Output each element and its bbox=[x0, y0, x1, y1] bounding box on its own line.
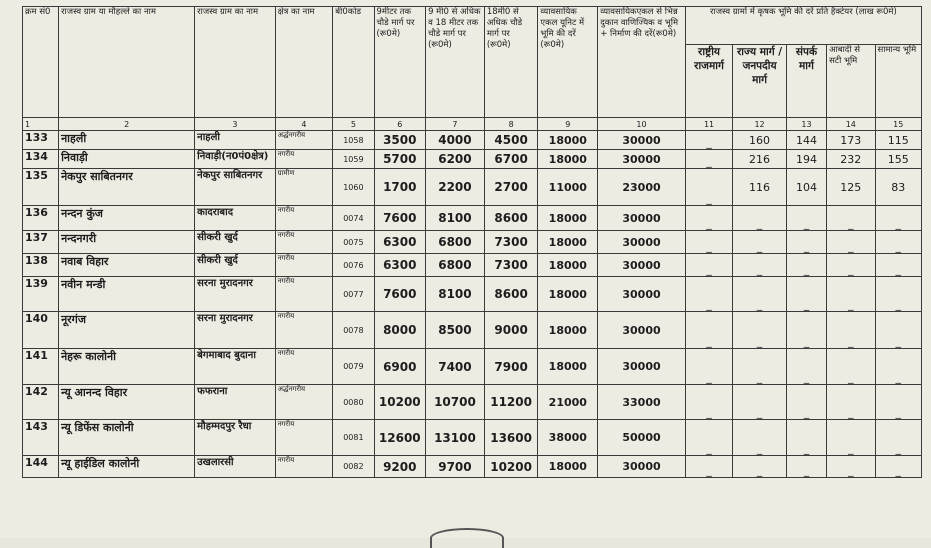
agri-cell-13: 104 bbox=[786, 169, 826, 206]
rate-cell-9: 18000 bbox=[538, 277, 598, 312]
rate-cell-7: 6200 bbox=[426, 150, 485, 169]
rate-cell-8: 9000 bbox=[484, 312, 538, 349]
area-cell: नगरीय bbox=[275, 150, 333, 169]
rate-cell-10: 30000 bbox=[598, 456, 686, 478]
rate-cell-7: 8100 bbox=[426, 277, 485, 312]
decorative-mark bbox=[430, 528, 504, 548]
agri-cell-14: 125 bbox=[827, 169, 875, 206]
agri-cell-15: _ bbox=[875, 385, 921, 420]
col-number: 4 bbox=[275, 118, 333, 131]
serial-cell: 143 bbox=[23, 420, 59, 456]
agri-cell-12: _ bbox=[733, 277, 787, 312]
col-number: 10 bbox=[598, 118, 686, 131]
area-cell: अर्द्धनगरीय bbox=[275, 385, 333, 420]
rates-table bbox=[22, 6, 922, 478]
agri-cell-13: _ bbox=[786, 349, 826, 385]
rate-cell-9: 38000 bbox=[538, 420, 598, 456]
header-col13: संपर्क मार्ग bbox=[786, 45, 826, 118]
header-col11: राष्ट्रीय राजमार्ग bbox=[685, 45, 732, 118]
rate-cell-6: 6300 bbox=[374, 254, 426, 277]
rate-cell-7: 8100 bbox=[426, 206, 485, 231]
table-row bbox=[23, 349, 922, 385]
area-cell: नगरीय bbox=[275, 349, 333, 385]
revenue-village-cell: सरना मुरादनगर bbox=[195, 277, 275, 312]
rate-cell-9: 18000 bbox=[538, 456, 598, 478]
agri-cell-15: _ bbox=[875, 312, 921, 349]
agri-cell-11: _ bbox=[685, 420, 732, 456]
rate-cell-7: 8500 bbox=[426, 312, 485, 349]
rate-cell-10: 30000 bbox=[598, 206, 686, 231]
table-row bbox=[23, 385, 922, 420]
agri-cell-15: _ bbox=[875, 349, 921, 385]
agri-cell-12: 160 bbox=[733, 131, 787, 150]
agri-cell-11: _ bbox=[685, 277, 732, 312]
agri-cell-13: 144 bbox=[786, 131, 826, 150]
locality-cell: नाहली bbox=[59, 131, 195, 150]
rate-cell-7: 10700 bbox=[426, 385, 485, 420]
rate-cell-10: 50000 bbox=[598, 420, 686, 456]
revenue-village-cell: कादराबाद bbox=[195, 206, 275, 231]
rate-cell-9: 18000 bbox=[538, 150, 598, 169]
header-col14: आबादी से सटी भूमि bbox=[827, 45, 875, 118]
rate-cell-10: 23000 bbox=[598, 169, 686, 206]
table-row bbox=[23, 169, 922, 206]
serial-cell: 136 bbox=[23, 206, 59, 231]
agri-cell-14: 232 bbox=[827, 150, 875, 169]
revenue-village-cell: नाहली bbox=[195, 131, 275, 150]
header-serial: क्रम सं0 bbox=[23, 7, 59, 118]
revenue-village-cell: मौहम्मदपुर रैधा bbox=[195, 420, 275, 456]
agri-cell-14: _ bbox=[827, 254, 875, 277]
area-cell: नगरीय bbox=[275, 254, 333, 277]
serial-cell: 139 bbox=[23, 277, 59, 312]
col-number: 13 bbox=[786, 118, 826, 131]
revenue-village-cell: नेकपुर साबितनगर bbox=[195, 169, 275, 206]
rate-cell-8: 8600 bbox=[484, 277, 538, 312]
rate-cell-6: 3500 bbox=[374, 131, 426, 150]
b-code-cell: 1059 bbox=[333, 150, 374, 169]
agri-cell-13: _ bbox=[786, 385, 826, 420]
agri-cell-14: _ bbox=[827, 231, 875, 254]
rate-cell-6: 8000 bbox=[374, 312, 426, 349]
agri-cell-14: _ bbox=[827, 277, 875, 312]
locality-cell: नवीन मन्डी bbox=[59, 277, 195, 312]
table-row bbox=[23, 312, 922, 349]
area-cell: अर्द्धनगरीय bbox=[275, 131, 333, 150]
agri-cell-14: _ bbox=[827, 456, 875, 478]
table-row bbox=[23, 206, 922, 231]
header-col9: व्यावसायिक एकल यूनिट में भूमि की दरें (रू0मे) bbox=[538, 7, 598, 118]
b-code-cell: 1060 bbox=[333, 169, 374, 206]
agri-cell-15: _ bbox=[875, 277, 921, 312]
agri-cell-11: _ bbox=[685, 206, 732, 231]
area-cell: नगरीय bbox=[275, 231, 333, 254]
header-col6: 9मीटर तक चौडे मार्ग पर (रू0मे) bbox=[374, 7, 426, 118]
rate-cell-6: 7600 bbox=[374, 206, 426, 231]
agri-cell-13: _ bbox=[786, 312, 826, 349]
header-col7: 9 मी0 से अधिक व 18 मीटर तक चौडे मार्ग पर (रू0मे) bbox=[426, 7, 485, 118]
agri-cell-12: _ bbox=[733, 420, 787, 456]
agri-cell-14: _ bbox=[827, 349, 875, 385]
area-cell: नगरीय bbox=[275, 420, 333, 456]
b-code-cell: 0078 bbox=[333, 312, 374, 349]
area-cell: नगरीय bbox=[275, 456, 333, 478]
header-agri-group: राजस्व ग्रामों में कृषक भूमि की दरें प्रति हैक्टेयर (लाख रू0मे) bbox=[685, 7, 921, 45]
rate-cell-8: 8600 bbox=[484, 206, 538, 231]
revenue-village-cell: फफराना bbox=[195, 385, 275, 420]
rates-table-body bbox=[23, 118, 922, 478]
agri-cell-13: _ bbox=[786, 206, 826, 231]
b-code-cell: 0076 bbox=[333, 254, 374, 277]
agri-cell-15: _ bbox=[875, 231, 921, 254]
rate-cell-9: 18000 bbox=[538, 131, 598, 150]
agri-cell-11: _ bbox=[685, 349, 732, 385]
col-number: 1 bbox=[23, 118, 59, 131]
rate-cell-10: 30000 bbox=[598, 231, 686, 254]
col-number: 12 bbox=[733, 118, 787, 131]
table-row bbox=[23, 254, 922, 277]
revenue-village-cell: सीकरी खुर्द bbox=[195, 254, 275, 277]
b-code-cell: 0082 bbox=[333, 456, 374, 478]
rate-cell-10: 30000 bbox=[598, 150, 686, 169]
rate-cell-10: 30000 bbox=[598, 131, 686, 150]
agri-cell-13: _ bbox=[786, 254, 826, 277]
agri-cell-15: 83 bbox=[875, 169, 921, 206]
agri-cell-12: 116 bbox=[733, 169, 787, 206]
rate-cell-10: 30000 bbox=[598, 349, 686, 385]
revenue-village-cell: सरना मुरादनगर bbox=[195, 312, 275, 349]
agri-cell-12: 216 bbox=[733, 150, 787, 169]
area-cell: नगरीय bbox=[275, 206, 333, 231]
rate-cell-6: 9200 bbox=[374, 456, 426, 478]
header-area: क्षेत्र का नाम bbox=[275, 7, 333, 118]
agri-cell-14: 173 bbox=[827, 131, 875, 150]
col-number: 3 bbox=[195, 118, 275, 131]
agri-cell-13: 194 bbox=[786, 150, 826, 169]
agri-cell-11: _ bbox=[685, 385, 732, 420]
header-col12: राज्य मार्ग /जनपदीय मार्ग bbox=[733, 45, 787, 118]
locality-cell: नेकपुर साबितनगर bbox=[59, 169, 195, 206]
table-row bbox=[23, 456, 922, 478]
revenue-village-cell: उखलारसी bbox=[195, 456, 275, 478]
area-cell: नगरीय bbox=[275, 277, 333, 312]
agri-cell-13: _ bbox=[786, 231, 826, 254]
serial-cell: 141 bbox=[23, 349, 59, 385]
header-revenue-village: राजस्व ग्राम का नाम bbox=[195, 7, 275, 118]
agri-cell-11: _ bbox=[685, 456, 732, 478]
table-row bbox=[23, 420, 922, 456]
col-number: 6 bbox=[374, 118, 426, 131]
agri-cell-12: _ bbox=[733, 385, 787, 420]
rate-cell-9: 18000 bbox=[538, 312, 598, 349]
header-b-code: बी0कोड bbox=[333, 7, 374, 118]
locality-cell: नन्दनगरी bbox=[59, 231, 195, 254]
agri-cell-15: _ bbox=[875, 420, 921, 456]
col-number: 15 bbox=[875, 118, 921, 131]
col-number: 14 bbox=[827, 118, 875, 131]
serial-cell: 137 bbox=[23, 231, 59, 254]
agri-cell-14: _ bbox=[827, 312, 875, 349]
rate-cell-8: 13600 bbox=[484, 420, 538, 456]
revenue-village-cell: सीकरी खुर्द bbox=[195, 231, 275, 254]
col-number: 9 bbox=[538, 118, 598, 131]
table-row bbox=[23, 150, 922, 169]
agri-cell-12: _ bbox=[733, 349, 787, 385]
agri-cell-14: _ bbox=[827, 206, 875, 231]
header-col8: 18मी0 से अधिक चौडे मार्ग पर (रू0मे) bbox=[484, 7, 538, 118]
agri-cell-12: _ bbox=[733, 231, 787, 254]
col-number: 5 bbox=[333, 118, 374, 131]
locality-cell: नूरगंज bbox=[59, 312, 195, 349]
rate-cell-7: 2200 bbox=[426, 169, 485, 206]
rate-cell-8: 6700 bbox=[484, 150, 538, 169]
rate-cell-9: 18000 bbox=[538, 254, 598, 277]
serial-cell: 133 bbox=[23, 131, 59, 150]
revenue-village-cell: निवाड़ी(न0पं0क्षेत्र) bbox=[195, 150, 275, 169]
locality-cell: न्यू आनन्द विहार bbox=[59, 385, 195, 420]
rate-cell-10: 33000 bbox=[598, 385, 686, 420]
agri-cell-11: _ bbox=[685, 231, 732, 254]
rate-cell-8: 7300 bbox=[484, 231, 538, 254]
rate-cell-8: 7900 bbox=[484, 349, 538, 385]
area-cell: नगरीय bbox=[275, 312, 333, 349]
b-code-cell: 0080 bbox=[333, 385, 374, 420]
column-number-row bbox=[23, 118, 922, 131]
agri-cell-11: _ bbox=[685, 312, 732, 349]
serial-cell: 138 bbox=[23, 254, 59, 277]
rate-cell-6: 6300 bbox=[374, 231, 426, 254]
rate-cell-7: 13100 bbox=[426, 420, 485, 456]
rate-cell-8: 7300 bbox=[484, 254, 538, 277]
rate-cell-7: 6800 bbox=[426, 254, 485, 277]
agri-cell-13: _ bbox=[786, 420, 826, 456]
agri-cell-11: _ bbox=[685, 169, 732, 206]
col-number: 11 bbox=[685, 118, 732, 131]
rate-cell-9: 11000 bbox=[538, 169, 598, 206]
rate-cell-9: 18000 bbox=[538, 206, 598, 231]
serial-cell: 142 bbox=[23, 385, 59, 420]
agri-cell-15: 115 bbox=[875, 131, 921, 150]
agri-cell-12: _ bbox=[733, 312, 787, 349]
agri-cell-11: _ bbox=[685, 131, 732, 150]
rate-cell-7: 4000 bbox=[426, 131, 485, 150]
rate-cell-6: 1700 bbox=[374, 169, 426, 206]
rate-cell-8: 2700 bbox=[484, 169, 538, 206]
agri-cell-15: 155 bbox=[875, 150, 921, 169]
rate-cell-6: 5700 bbox=[374, 150, 426, 169]
revenue-village-cell: बेगमाबाद बुदाना bbox=[195, 349, 275, 385]
rate-cell-9: 18000 bbox=[538, 349, 598, 385]
header-col10: व्यावसायिकएकल से भिन्न दुकान वाणिज्यिक व भूमि + निर्माण की दरें(रू0मे) bbox=[598, 7, 686, 118]
locality-cell: नेहरू कालोनी bbox=[59, 349, 195, 385]
rate-cell-10: 30000 bbox=[598, 277, 686, 312]
locality-cell: निवाड़ी bbox=[59, 150, 195, 169]
rate-cell-9: 18000 bbox=[538, 231, 598, 254]
locality-cell: न्यू हाईडिल कालोनी bbox=[59, 456, 195, 478]
serial-cell: 144 bbox=[23, 456, 59, 478]
agri-cell-15: _ bbox=[875, 254, 921, 277]
rate-cell-10: 30000 bbox=[598, 254, 686, 277]
rate-cell-6: 12600 bbox=[374, 420, 426, 456]
b-code-cell: 1058 bbox=[333, 131, 374, 150]
agri-cell-14: _ bbox=[827, 420, 875, 456]
b-code-cell: 0081 bbox=[333, 420, 374, 456]
rate-cell-7: 7400 bbox=[426, 349, 485, 385]
agri-cell-13: _ bbox=[786, 456, 826, 478]
b-code-cell: 0077 bbox=[333, 277, 374, 312]
col-number: 7 bbox=[426, 118, 485, 131]
header-col15: सामान्य भूमि bbox=[875, 45, 921, 118]
rate-cell-10: 30000 bbox=[598, 312, 686, 349]
serial-cell: 134 bbox=[23, 150, 59, 169]
rate-cell-9: 21000 bbox=[538, 385, 598, 420]
serial-cell: 135 bbox=[23, 169, 59, 206]
rate-cell-8: 10200 bbox=[484, 456, 538, 478]
locality-cell: न्यू डिफेंस कालोनी bbox=[59, 420, 195, 456]
agri-cell-12: _ bbox=[733, 254, 787, 277]
table-row bbox=[23, 131, 922, 150]
rate-cell-6: 10200 bbox=[374, 385, 426, 420]
agri-cell-14: _ bbox=[827, 385, 875, 420]
agri-cell-15: _ bbox=[875, 456, 921, 478]
b-code-cell: 0079 bbox=[333, 349, 374, 385]
serial-cell: 140 bbox=[23, 312, 59, 349]
rate-cell-8: 4500 bbox=[484, 131, 538, 150]
rate-cell-8: 11200 bbox=[484, 385, 538, 420]
agri-cell-11: _ bbox=[685, 150, 732, 169]
table-row bbox=[23, 277, 922, 312]
locality-cell: नन्दन कुंज bbox=[59, 206, 195, 231]
locality-cell: नवाब विहार bbox=[59, 254, 195, 277]
b-code-cell: 0075 bbox=[333, 231, 374, 254]
rate-cell-7: 9700 bbox=[426, 456, 485, 478]
agri-cell-15: _ bbox=[875, 206, 921, 231]
rate-cell-6: 7600 bbox=[374, 277, 426, 312]
rate-cell-6: 6900 bbox=[374, 349, 426, 385]
rate-cell-7: 6800 bbox=[426, 231, 485, 254]
col-number: 8 bbox=[484, 118, 538, 131]
agri-cell-13: _ bbox=[786, 277, 826, 312]
col-number: 2 bbox=[59, 118, 195, 131]
agri-cell-12: _ bbox=[733, 456, 787, 478]
area-cell: ग्रामीण bbox=[275, 169, 333, 206]
agri-cell-11: _ bbox=[685, 254, 732, 277]
table-row bbox=[23, 231, 922, 254]
header-locality: राजस्व ग्राम या मौहल्ले का नाम bbox=[59, 7, 195, 118]
b-code-cell: 0074 bbox=[333, 206, 374, 231]
agri-cell-12: _ bbox=[733, 206, 787, 231]
